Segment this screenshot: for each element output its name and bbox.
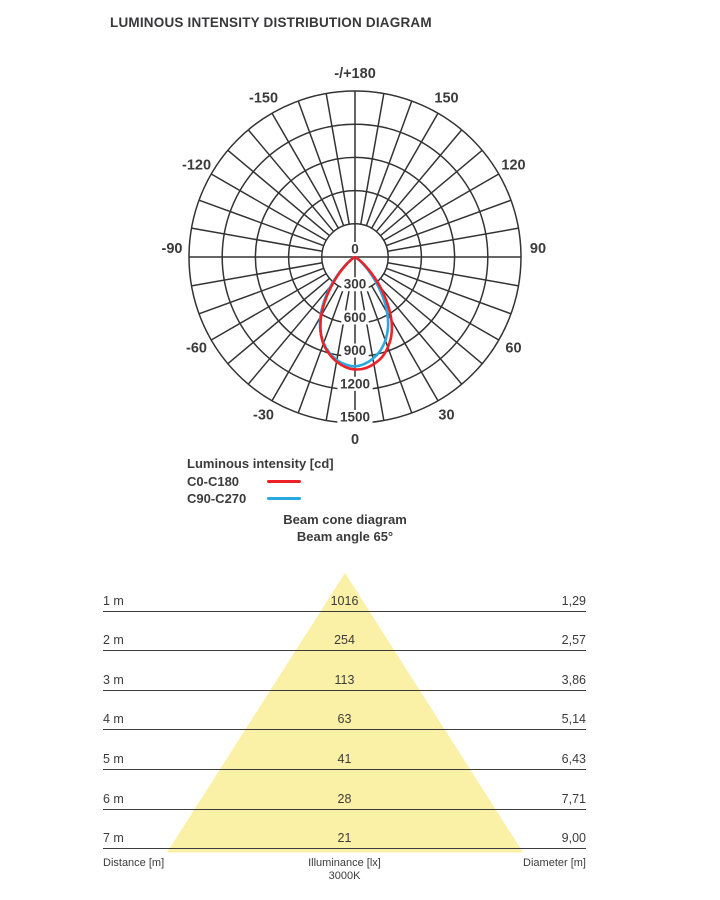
diameter-value: 3,86: [561, 672, 586, 687]
distance-value: 1 m: [103, 593, 124, 608]
illuminance-value: 254: [334, 633, 355, 648]
illuminance-value: 63: [337, 712, 352, 727]
diameter-value: 1,29: [561, 593, 586, 608]
column-header-illuminance: [103, 857, 586, 883]
legend-label-c90-c270: C90-C270: [187, 491, 247, 506]
diameter-value: 9,00: [561, 831, 586, 846]
angle-tick-label: -120: [182, 157, 212, 174]
angle-tick-label: -150: [248, 90, 279, 107]
angle-tick-label: -30: [253, 407, 274, 424]
distance-value: 4 m: [103, 712, 124, 727]
illuminance-value: 1016: [330, 593, 359, 608]
distance-value: 5 m: [103, 751, 124, 766]
distance-value: 3 m: [103, 672, 124, 687]
illuminance-label: Illuminance [lx]: [308, 857, 381, 869]
beam-angle-subtitle: Beam angle 65°: [296, 529, 394, 544]
angle-tick-label: 150: [434, 90, 459, 107]
illuminance-value: 21: [337, 831, 352, 846]
radial-tick-label: 900: [343, 343, 367, 359]
table-row: [103, 612, 586, 652]
distance-value: 7 m: [103, 831, 124, 846]
diameter-value: 5,14: [561, 712, 586, 727]
diameter-value: 2,57: [561, 633, 586, 648]
column-header-diameter: Diameter [m]: [523, 857, 586, 869]
angle-tick-label: 90: [529, 241, 547, 257]
angle-tick-label: 120: [501, 157, 526, 174]
page-title: LUMINOUS INTENSITY DISTRIBUTION DIAGRAM: [110, 15, 432, 30]
angle-tick-label: -/+180: [334, 66, 376, 82]
column-header-distance: Distance [m]: [103, 857, 165, 869]
beam-cone-table: [103, 572, 586, 849]
radial-tick-label: 600: [343, 309, 367, 325]
cct-label: 3000K: [328, 870, 361, 882]
angle-tick-label: 30: [438, 407, 455, 424]
table-row: [103, 770, 586, 810]
legend-title: Luminous intensity [cd]: [187, 456, 334, 471]
table-row: [103, 572, 586, 612]
table-row: [103, 730, 586, 770]
illuminance-value: 41: [337, 751, 352, 766]
angle-tick-label: 60: [505, 340, 522, 357]
beam-cone-title: Beam cone diagram: [283, 512, 407, 527]
radial-tick-label: 0: [351, 241, 359, 257]
angle-tick-label: 0: [350, 432, 360, 448]
distance-value: 2 m: [103, 633, 124, 648]
angle-tick-label: -90: [161, 241, 183, 257]
illuminance-value: 113: [334, 672, 355, 687]
table-row: [103, 810, 586, 850]
radial-tick-label: 1500: [339, 409, 371, 425]
illuminance-value: 28: [337, 791, 352, 806]
diameter-value: 6,43: [561, 751, 586, 766]
radial-tick-label: 1200: [339, 376, 371, 392]
table-row: [103, 651, 586, 691]
distance-value: 6 m: [103, 791, 124, 806]
legend-label-c0-c180: C0-C180: [187, 474, 240, 489]
radial-tick-label: 300: [343, 276, 367, 292]
table-row: [103, 691, 586, 731]
diameter-value: 7,71: [561, 791, 586, 806]
angle-tick-label: -60: [186, 340, 208, 357]
